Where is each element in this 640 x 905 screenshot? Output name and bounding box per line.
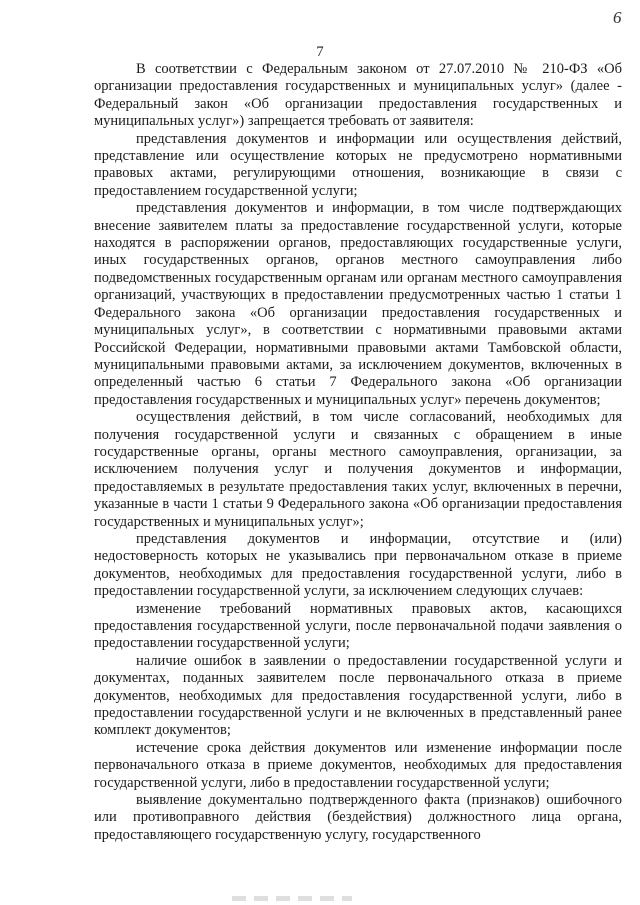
document-body — [94, 61, 622, 844]
paragraph: наличие ошибок в заявлении о предоставлении государственной услуги и документах, поданных заявителем после первоначального отказа в приеме документов, необходимых для предоставления государственной услуги, либо в предоставлении государственной услуги и не включенных в представленный ранее комплект документов; — [94, 652, 622, 739]
page-number: 7 — [316, 44, 324, 60]
paragraph: представления документов и информации, в том числе подтверждающих внесение заявителем платы за предоставление государственной услуги, которые находятся в распоряжении органов, предоставляющих государственные услуги, иных государственных органов, органов местного самоуправления либо подведомственных государственным органам или органам местного самоуправления организаций, участвующих в предоставлении предусмотренных частью 1 статьи 1 Федерального закона «Об организации предоставления государственных и муниципальных услуг», в соответствии с нормативными правовыми актами Российской Федерации, нормативными правовыми актами Тамбовской области, муниципальными правовыми актами, за исключением документов, включенных в определенный частью 6 статьи 7 Федерального закона «Об организации предоставления государственных и муниципальных услуг» перечень документов; — [94, 200, 622, 408]
paragraph: осуществления действий, в том числе согласований, необходимых для получения государственной услуги и связанных с обращением в иные государственные органы, органы местного самоуправления, организации, за исключением получения услуг и получения документов и информации, предоставляемых в результате предоставления таких услуг, включенных в перечни, указанные в части 1 статьи 9 Федерального закона «Об организации предоставления государственных и муниципальных услуг»; — [94, 409, 622, 530]
paragraph: изменение требований нормативных правовых актов, касающихся предоставления государственной услуги, после первоначальной подачи заявления о предоставлении государственной услуги; — [94, 600, 622, 652]
paragraph: выявление документально подтвержденного факта (признаков) ошибочного или противоправного действия (бездействия) должностного лица органа, предоставляющего государственную услугу, государственного — [94, 792, 622, 843]
paragraph: истечение срока действия документов или изменение информации после первоначального отказа в приеме документов, необходимых для предоставления государственной услуги, либо в предоставлении государственной услуги; — [94, 739, 622, 791]
handwritten-page-mark: 6 — [613, 8, 622, 27]
scan-artifact — [232, 896, 352, 901]
paragraph: представления документов и информации или осуществления действий, представление или осуществление которых не предусмотрено нормативными правовых актами, регулирующими отношения, возникающие в связи с предоставлением государственной услуги; — [94, 130, 622, 199]
paragraph: представления документов и информации, отсутствие и (или) недостоверность которых не указывались при первоначальном отказе в приеме документов, необходимых для предоставления государственной услуги, либо в предоставлении государственной услуги, за исключением следующих случаев: — [94, 530, 622, 600]
paragraph: В соответствии с Федеральным законом от 27.07.2010 № 210-ФЗ «Об организации предоставления государственных и муниципальных услуг» (далее - Федеральный закон «Об организации предоставления государственных и муниципальных услуг») запрещается требовать от заявителя: — [94, 61, 622, 130]
